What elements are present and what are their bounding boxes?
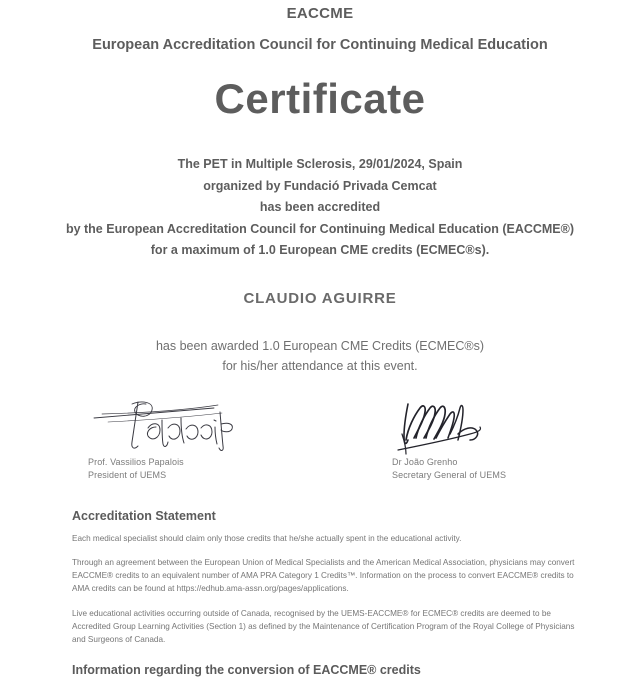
accreditation-line-organizer: organized by Fundació Privada Cemcat	[203, 178, 437, 193]
accreditation-paragraph-claim: Each medical specialist should claim only those credits that he/she actually spent in the educational activity.	[72, 533, 462, 543]
signature-mark-grenho	[392, 394, 622, 456]
signature-role-secretary: Secretary General of UEMS	[392, 469, 507, 480]
signature-name-secretary: Dr João Grenho	[392, 456, 458, 467]
accreditation-paragraph-ama: Through an agreement between the European Union of Medical Specialists and the American Medical Association, physicians may convert EACCME® credits to an equivalent number of AMA PRA Category 1 Credits™. Information on the process to convert EACCME® credits to AMA credits can be found at https://edhub.ama-assn.org/pages/applications.	[72, 557, 575, 594]
page-title: Certificate	[214, 75, 426, 122]
accreditation-statement-heading: Accreditation Statement	[72, 508, 216, 523]
organization-full-name: European Accreditation Council for Continuing Medical Education	[92, 37, 548, 53]
accreditation-line-event: The PET in Multiple Sclerosis, 29/01/2024, Spain	[177, 157, 463, 172]
conversion-info-heading: Information regarding the conversion of EACCME® credits	[72, 662, 421, 677]
signature-area	[0, 394, 640, 509]
signature-name-president: Prof. Vassilios Papalois	[88, 456, 184, 467]
accreditation-details	[0, 121, 640, 262]
accreditation-line-authority: by the European Accreditation Council for Continuing Medical Education (EACCME®)	[65, 221, 575, 236]
award-line-credits: has been awarded 1.0 European CME Credits (ECMEC®s)	[155, 338, 485, 353]
award-statement	[0, 307, 640, 376]
award-line-attendance: for his/her attendance at this event.	[222, 358, 418, 373]
accreditation-paragraph-canada: Live educational activities occurring outside of Canada, recognised by the UEMS-EACCME® for ECMEC® credits are deemed to be Accredited Group Learning Activities (Section 1) as defined by the Maintenance of Certification Program of the Royal College of Physicians and Surgeons of Canada.	[72, 608, 575, 645]
accreditation-statement-section	[0, 509, 640, 677]
recipient-name: CLAUDIO AGUIRRE	[243, 289, 397, 307]
accreditation-line-credits: for a maximum of 1.0 European CME credits (ECMEC®s).	[150, 243, 490, 258]
organization-abbreviation: EACCME	[286, 5, 354, 22]
signature-mark-papalois	[88, 394, 318, 456]
signature-role-president: President of UEMS	[88, 469, 167, 480]
signature-block-president	[88, 394, 318, 482]
accreditation-line-status: has been accredited	[259, 200, 381, 215]
signature-block-secretary	[392, 394, 622, 482]
